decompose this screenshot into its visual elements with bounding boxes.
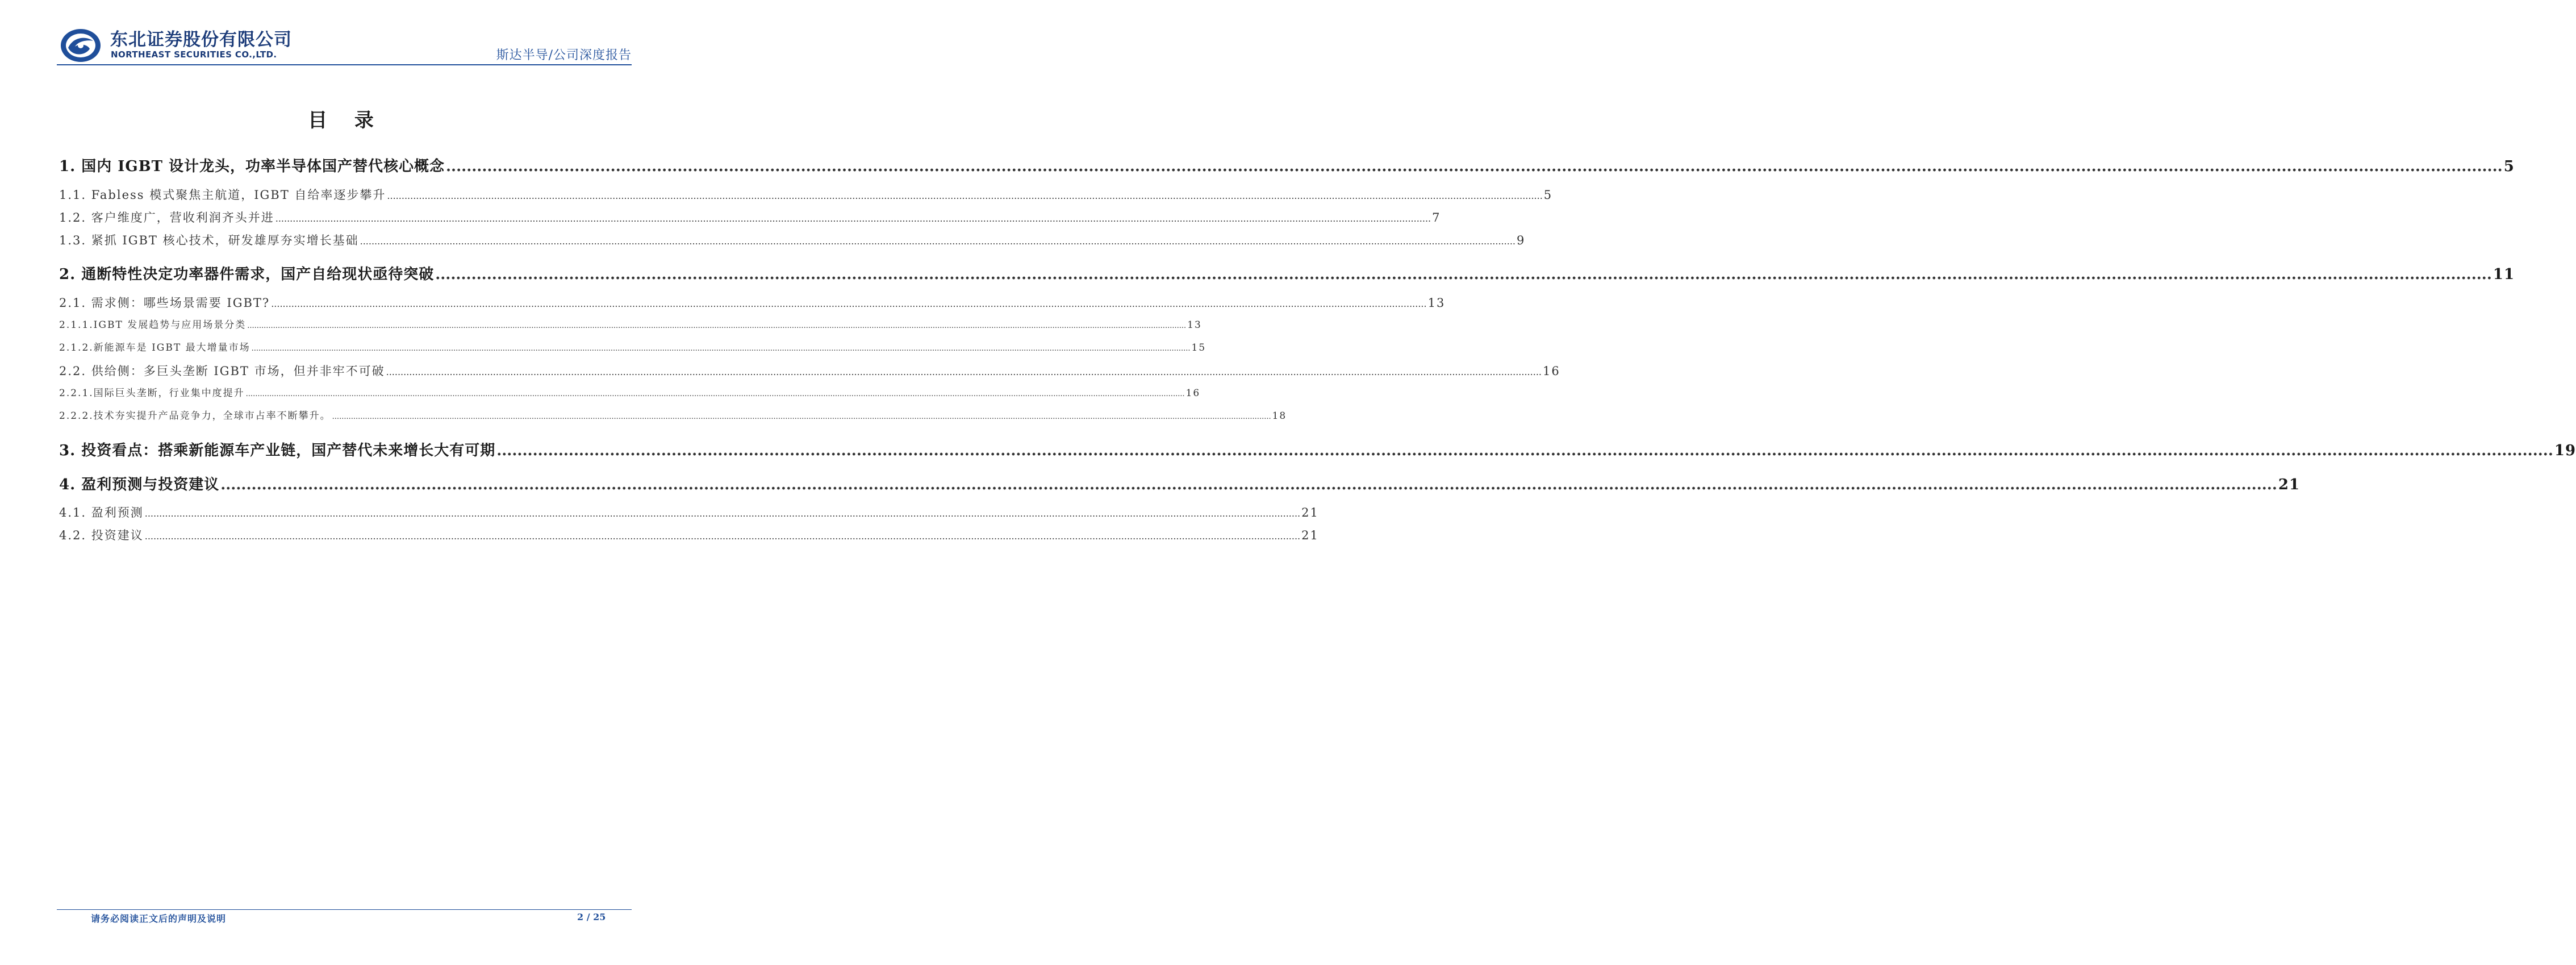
toc-entry-label: 2. 通断特性决定功率器件需求，国产自给现状亟待突破	[59, 266, 435, 283]
toc-entry-page: 13	[1187, 319, 1202, 331]
toc-entry-page: 16	[1542, 364, 1560, 378]
toc-entry-page: 19	[2554, 442, 2576, 459]
toc-entry-label: 4.1. 盈利预测	[59, 506, 144, 519]
toc-entry-label: 2.2. 供给侧：多巨头垄断 IGBT 市场，但并非牢不可破	[59, 364, 385, 378]
toc-leader-dots: ................................................................................................................................................................................................................................................................................................................................................................................................................	[386, 367, 1542, 377]
toc-entry-level3[interactable]	[59, 339, 1206, 353]
toc-entry-page: 21	[1301, 506, 1319, 519]
toc-entry-label: 3. 投资看点：搭乘新能源车产业链，国产替代未来增长大有可期	[59, 442, 496, 459]
toc-entry-label: 2.1.1.IGBT 发展趋势与应用场景分类	[59, 319, 247, 331]
toc-entry-page: 21	[1301, 529, 1319, 542]
header-divider	[57, 64, 632, 65]
toc-leader-dots: ................................................................................................................................................................................................................................................................................................................................................................................................................	[496, 442, 2553, 459]
toc-entry-level2[interactable]	[59, 362, 1560, 379]
toc-leader-dots: ................................................................................................................................................................................................................................................................................................................................................................................................................	[144, 531, 1301, 542]
report-type: 斯达半导/公司深度报告	[496, 48, 632, 63]
toc-title: 目 录	[308, 109, 384, 132]
toc-leader-dots: ................................................................................................................................................................................................................................................................................................................................................................................................................	[251, 344, 1191, 353]
toc-entry-page: 11	[2493, 266, 2515, 283]
toc-entry-level1[interactable]	[59, 473, 2301, 494]
toc-entry-label: 1.3. 紧抓 IGBT 核心技术，研发雄厚夯实增长基础	[59, 234, 359, 247]
toc-entry-page: 15	[1191, 342, 1206, 353]
toc-leader-dots: ................................................................................................................................................................................................................................................................................................................................................................................................................	[360, 236, 1515, 247]
disclaimer-note: 请务必阅读正文后的声明及说明	[91, 913, 227, 924]
toc-leader-dots: ................................................................................................................................................................................................................................................................................................................................................................................................................	[220, 476, 2277, 493]
toc-entry-level2[interactable]	[59, 186, 1553, 203]
toc-leader-dots: ................................................................................................................................................................................................................................................................................................................................................................................................................	[275, 213, 1431, 224]
toc-leader-dots: ................................................................................................................................................................................................................................................................................................................................................................................................................	[271, 298, 1427, 309]
toc-entry-label: 2.2.1.国际巨头垄断，行业集中度提升	[59, 388, 245, 399]
toc-entry-label: 2.1.2.新能源车是 IGBT 最大增量市场	[59, 342, 250, 353]
toc-entry-level2[interactable]	[59, 526, 1319, 543]
toc-entry-level1[interactable]	[59, 155, 2515, 176]
page-number: 2 / 25	[577, 912, 606, 922]
toc-entry-page: 16	[1185, 388, 1201, 399]
toc-entry-level3[interactable]	[59, 407, 1287, 422]
toc-entry-page: 5	[1543, 188, 1553, 202]
toc-entry-level2[interactable]	[59, 231, 1526, 248]
toc-entry-level1[interactable]	[59, 439, 2576, 460]
toc-entry-label: 1.2. 客户维度广，营收利润齐头并进	[59, 211, 274, 224]
toc-entry-level2[interactable]	[59, 209, 1441, 226]
toc-entry-page: 7	[1432, 211, 1441, 224]
toc-leader-dots: ................................................................................................................................................................................................................................................................................................................................................................................................................	[446, 158, 2503, 175]
toc-entry-label: 2.2.2.技术夯实提升产品竞争力，全球市占率不断攀升。	[59, 410, 331, 422]
page-header	[57, 25, 632, 65]
company-name-en: NORTHEAST SECURITIES CO.,LTD.	[111, 49, 277, 60]
northeast-securities-logo-icon	[59, 27, 105, 64]
toc-entry-page: 13	[1427, 296, 1446, 310]
toc-entry-level1[interactable]	[59, 263, 2515, 284]
toc-entry-label: 4.2. 投资建议	[59, 529, 144, 542]
toc-leader-dots: ................................................................................................................................................................................................................................................................................................................................................................................................................	[435, 266, 2492, 283]
toc-leader-dots: ................................................................................................................................................................................................................................................................................................................................................................................................................	[332, 413, 1271, 421]
footer-divider	[57, 909, 632, 910]
toc-entry-label: 1. 国内 IGBT 设计龙头，功率半导体国产替代核心概念	[59, 158, 445, 175]
company-name-cn: 东北证券股份有限公司	[110, 30, 292, 50]
toc-leader-dots: ................................................................................................................................................................................................................................................................................................................................................................................................................	[245, 390, 1185, 398]
toc-entry-level2[interactable]	[59, 504, 1319, 521]
toc-entry-label: 2.1. 需求侧：哪些场景需要 IGBT?	[59, 296, 270, 310]
toc-leader-dots: ................................................................................................................................................................................................................................................................................................................................................................................................................	[387, 190, 1543, 201]
toc-leader-dots: ................................................................................................................................................................................................................................................................................................................................................................................................................	[144, 508, 1301, 519]
toc-entry-label: 4. 盈利预测与投资建议	[59, 476, 220, 493]
toc-entry-page: 21	[2278, 476, 2301, 493]
toc-entry-level3[interactable]	[59, 317, 1202, 331]
toc-entry-label: 1.1. Fabless 模式聚焦主航道，IGBT 自给率逐步攀升	[59, 188, 386, 202]
toc-entry-page: 9	[1516, 234, 1526, 247]
toc-entry-level3[interactable]	[59, 385, 1201, 399]
toc-entry-page: 18	[1272, 410, 1287, 422]
toc-entry-level2[interactable]	[59, 294, 1446, 311]
toc-leader-dots: ................................................................................................................................................................................................................................................................................................................................................................................................................	[247, 322, 1187, 330]
toc-entry-page: 5	[2503, 158, 2515, 175]
